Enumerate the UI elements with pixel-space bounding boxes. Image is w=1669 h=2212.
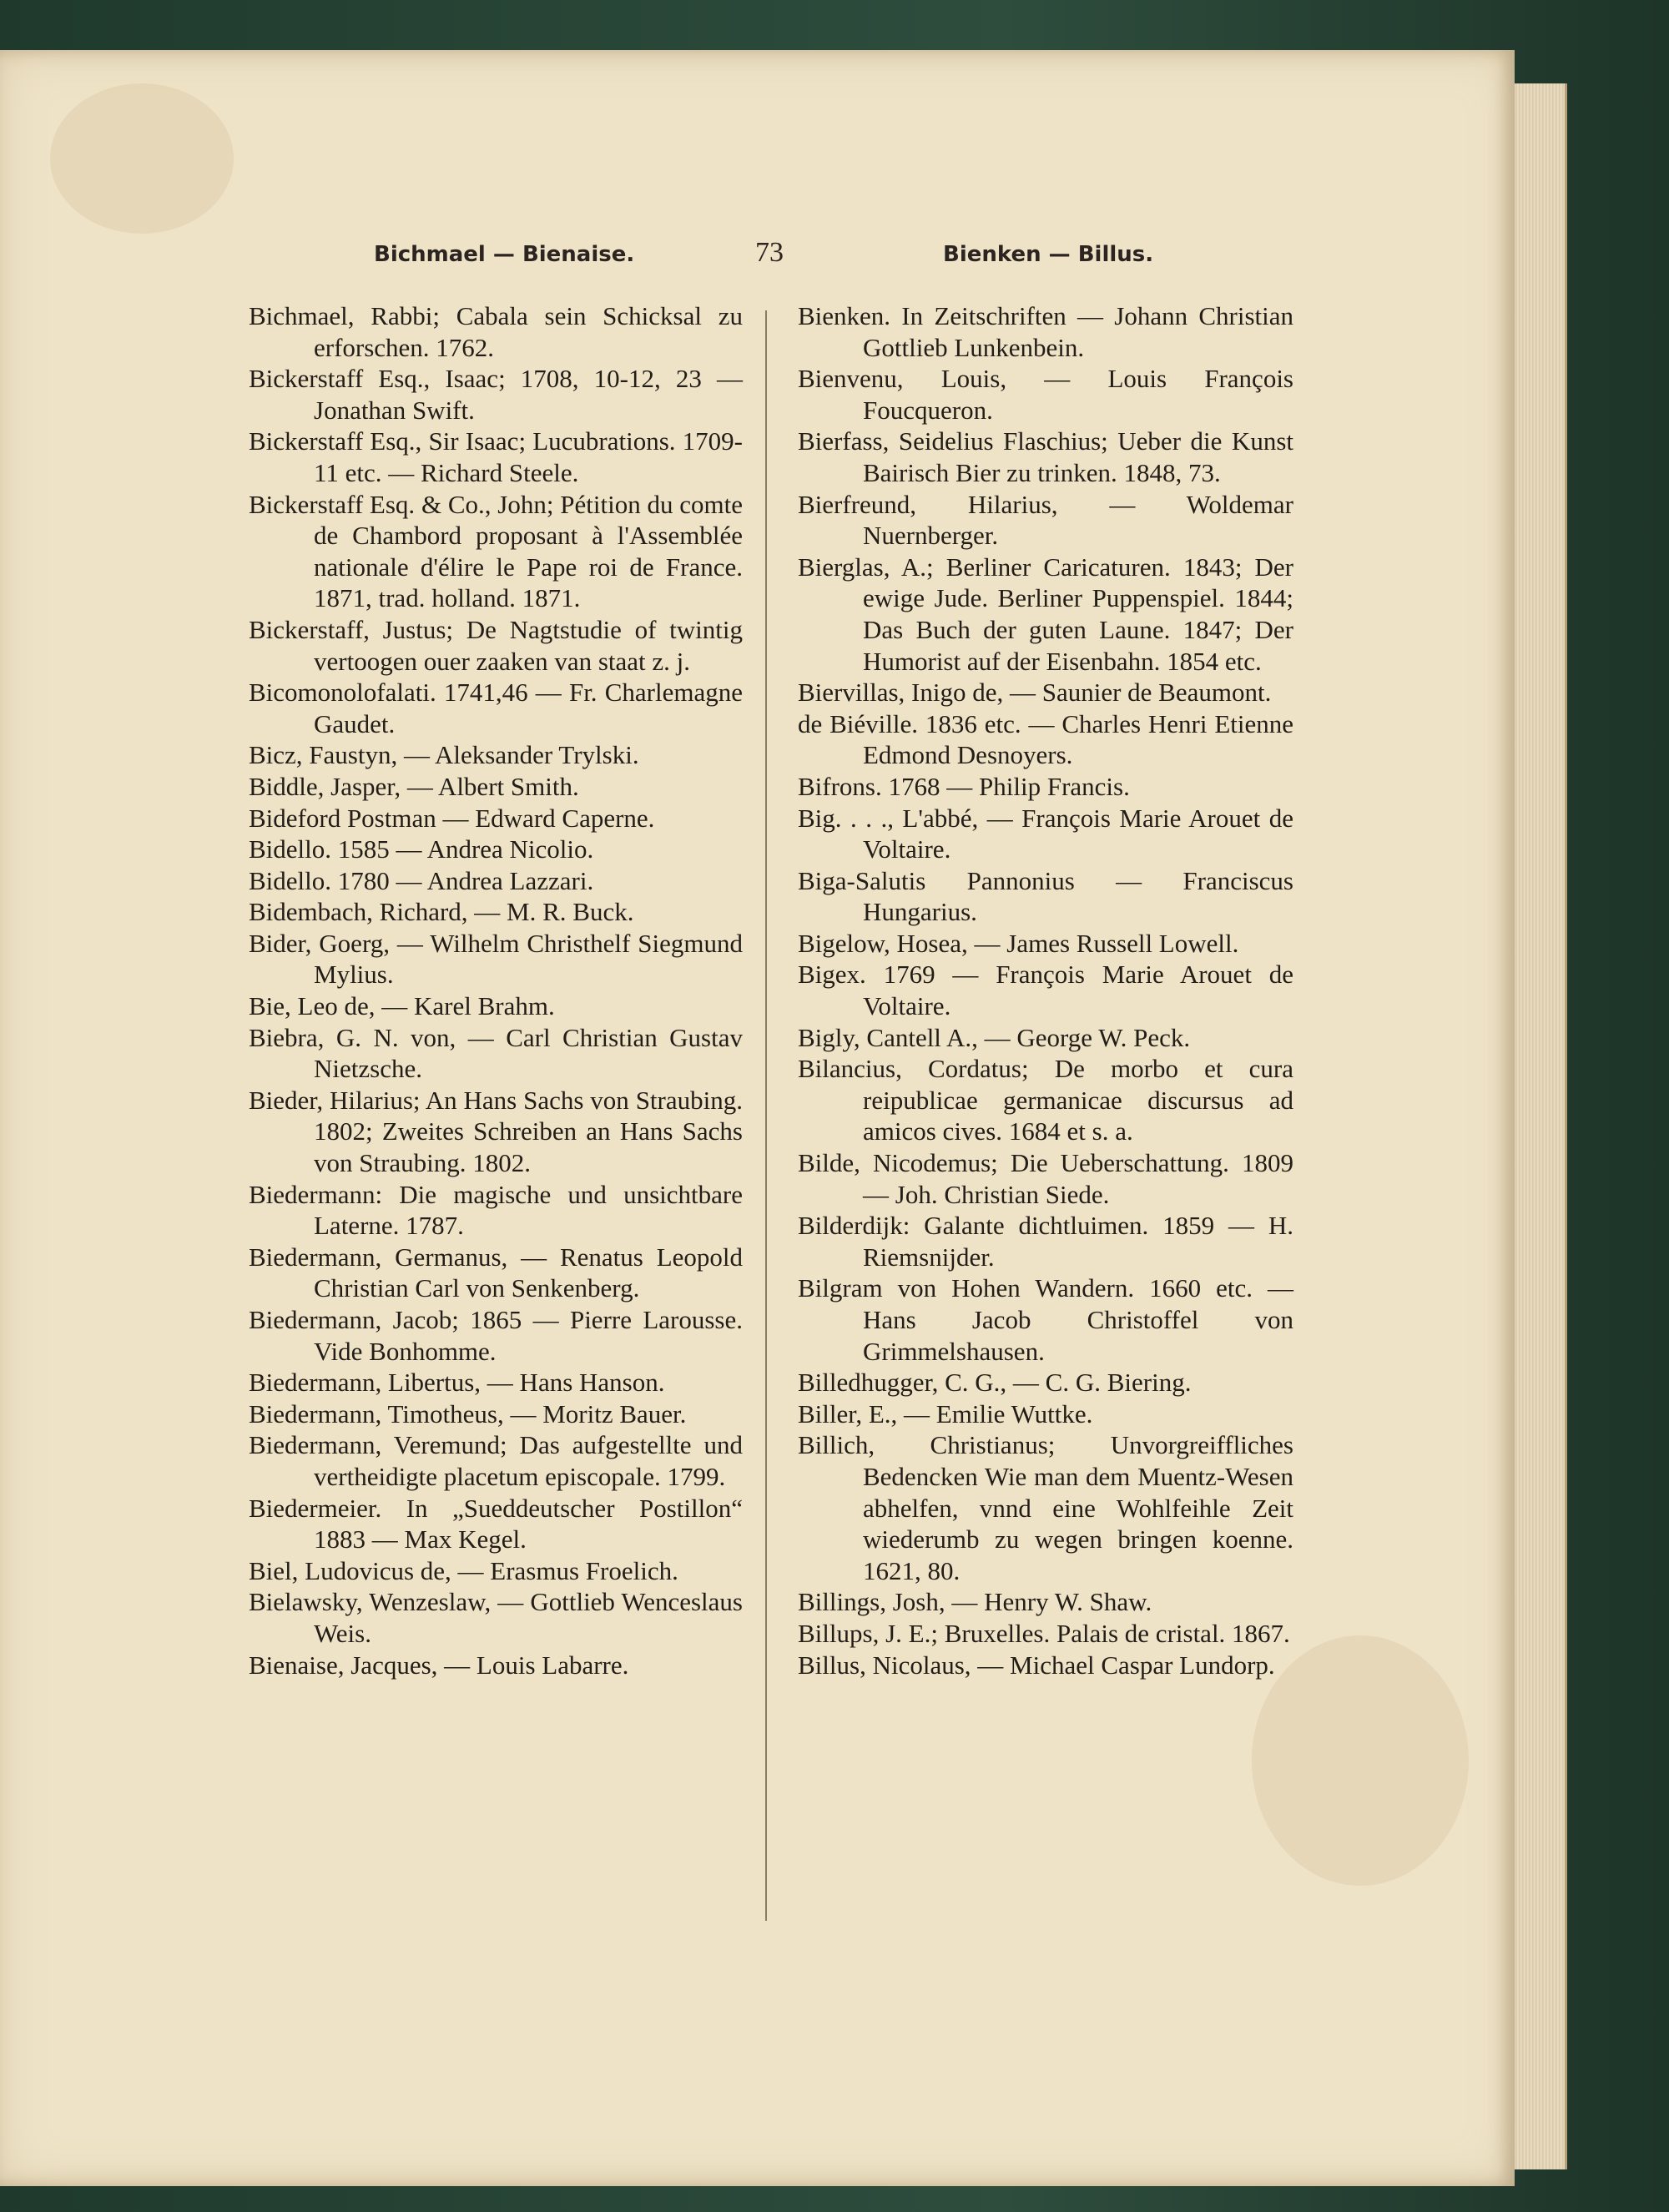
dictionary-entry: Bieder, Hilarius; An Hans Sachs von Straubing. 1802; Zweites Schreiben an Hans Sachs von Straubing. 1802. [249,1085,743,1178]
dictionary-entry: Bilancius, Cordatus; De morbo et cura reipublicae germanicae discursus ad amicos cives. 1684 et s. a. [798,1054,1293,1146]
dictionary-entry: Bilgram von Hohen Wandern. 1660 etc. — Hans Jacob Christoffel von Grimmelshausen. [798,1273,1293,1366]
dictionary-entry: Bider, Goerg, — Wilhelm Christhelf Siegmund Mylius. [249,928,743,990]
running-header-left: Bichmael — Bienaise. [374,242,635,267]
dictionary-entry: Biedermann, Veremund; Das aufgestellte und vertheidigte placetum episcopale. 1799. [249,1430,743,1491]
dictionary-entry: Big. . . ., L'abbé, — François Marie Arouet de Voltaire. [798,803,1293,864]
dictionary-entry: Biervillas, Inigo de, — Saunier de Beaumont. [798,678,1272,708]
running-header-right: Bienken — Billus. [943,242,1154,267]
dictionary-entry: Bigelow, Hosea, — James Russell Lowell. [798,928,1239,958]
dictionary-entry: Biller, E., — Emilie Wuttke. [798,1398,1093,1428]
dictionary-entry: Bienvenu, Louis, — Louis François Foucqueron. [798,364,1293,425]
dictionary-entry: Bienaise, Jacques, — Louis Labarre. [249,1650,629,1680]
dictionary-entry: Biedermann, Libertus, — Hans Hanson. [249,1368,665,1398]
dictionary-entry: Billich, Christianus; Unvorgreiffliches Bedencken Wie man dem Muentz-Wesen abhelfen, vnnd eine Wohlfeihle Zeit wiederumb zu wegen bringen koenne. 1621, 80. [798,1430,1293,1585]
dictionary-entry: Biel, Ludovicus de, — Erasmus Froelich. [249,1555,678,1585]
dictionary-entry: Biedermann, Timotheus, — Moritz Bauer. [249,1398,687,1428]
dictionary-entry: Biebra, G. N. von, — Carl Christian Gustav Nietzsche. [249,1022,743,1084]
dictionary-entry: Biddle, Jasper, — Albert Smith. [249,771,579,801]
dictionary-entry: Bickerstaff Esq. & Co., John; Pétition du comte de Chambord proposant à l'Assemblée nationale d'élire le Pape roi de France. 1871, trad. holland. 1871. [249,489,743,613]
dictionary-entry: Bilderdijk: Galante dichtluimen. 1859 — H. Riemsnijder. [798,1211,1293,1272]
dictionary-entry: Bidembach, Richard, — M. R. Buck. [249,897,634,927]
dictionary-entry: Biedermeier. In „Sueddeutscher Postillon“ 1883 — Max Kegel. [249,1493,743,1554]
dictionary-entry: Biga-Salutis Pannonius — Franciscus Hungarius. [798,865,1293,927]
left-column [249,300,743,1680]
dictionary-entry: Bifrons. 1768 — Philip Francis. [798,771,1130,801]
dictionary-entry: Bilde, Nicodemus; Die Ueberschattung. 1809 — Joh. Christian Siede. [798,1148,1293,1209]
dictionary-entry: de Biéville. 1836 etc. — Charles Henri Etienne Edmond Desnoyers. [798,708,1293,770]
dictionary-entry: Bie, Leo de, — Karel Brahm. [249,991,555,1021]
dictionary-entry: Biedermann: Die magische und unsichtbare Laterne. 1787. [249,1179,743,1241]
dictionary-entry: Bierfass, Seidelius Flaschius; Ueber die Kunst Bairisch Bier zu trinken. 1848, 73. [798,426,1293,487]
dictionary-entry: Billus, Nicolaus, — Michael Caspar Lundorp. [798,1650,1275,1680]
dictionary-entry: Billings, Josh, — Henry W. Shaw. [798,1587,1152,1617]
page-number: 73 [755,237,784,268]
dictionary-entry: Bickerstaff Esq., Sir Isaac; Lucubrations. 1709-11 etc. — Richard Steele. [249,426,743,487]
dictionary-entry: Bierfreund, Hilarius, — Woldemar Nuernberger. [798,489,1293,551]
paper-stain [50,83,234,234]
dictionary-entry: Bierglas, A.; Berliner Caricaturen. 1843; Der ewige Jude. Berliner Puppenspiel. 1844; Das Buch der guten Laune. 1847; Der Humorist auf der Eisenbahn. 1854 etc. [798,552,1293,676]
dictionary-entry: Bielawsky, Wenzeslaw, — Gottlieb Wenceslaus Weis. [249,1587,743,1648]
right-column [798,300,1293,1680]
dictionary-entry: Biedermann, Germanus, — Renatus Leopold Christian Carl von Senkenberg. [249,1242,743,1303]
dictionary-entry: Bideford Postman — Edward Caperne. [249,803,655,833]
dictionary-entry: Bickerstaff, Justus; De Nagtstudie of twintig vertoogen ouer zaaken van staat z. j. [249,614,743,676]
dictionary-entry: Bigex. 1769 — François Marie Arouet de Voltaire. [798,960,1293,1021]
dictionary-entry: Bidello. 1780 — Andrea Lazzari. [249,865,594,895]
dictionary-entry: Bigly, Cantell A., — George W. Peck. [798,1022,1191,1052]
page-edges [1515,83,1567,2169]
dictionary-entry: Billups, J. E.; Bruxelles. Palais de cristal. 1867. [798,1618,1290,1648]
dictionary-entry: Bidello. 1585 — Andrea Nicolio. [249,834,594,864]
dictionary-entry: Bicomonolofalati. 1741,46 — Fr. Charlemagne Gaudet. [249,678,743,738]
column-divider [765,310,767,1921]
dictionary-entry: Bicz, Faustyn, — Aleksander Trylski. [249,740,639,770]
dictionary-entry: Bickerstaff Esq., Isaac; 1708, 10-12, 23 — Jonathan Swift. [249,364,743,425]
dictionary-entry: Bienken. In Zeitschriften — Johann Christian Gottlieb Lunkenbein. [798,301,1293,362]
dictionary-entry: Billedhugger, C. G., — C. G. Biering. [798,1368,1192,1398]
dictionary-entry: Biedermann, Jacob; 1865 — Pierre Larousse. Vide Bonhomme. [249,1305,743,1366]
dictionary-entry: Bichmael, Rabbi; Cabala sein Schicksal zu erforschen. 1762. [249,301,743,362]
